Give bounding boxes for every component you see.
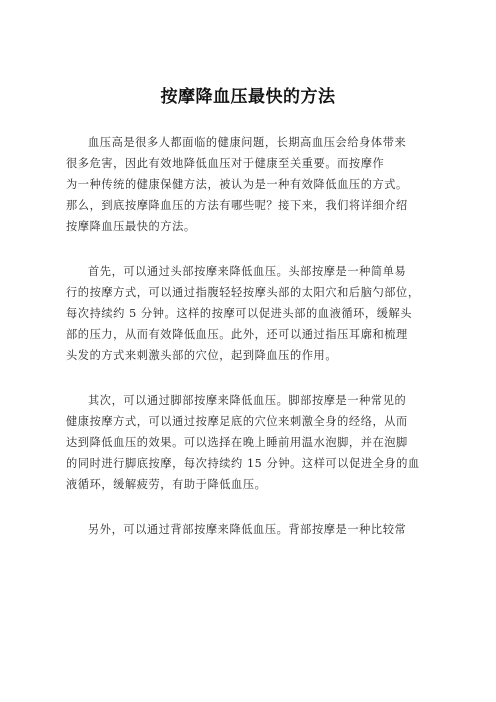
paragraph-line: 的同时进行脚底按摩，每次持续约 15 分钟。这样可以促进全身的血 [66,457,420,470]
document-title: 按摩降血压最快的方法 [160,87,336,107]
paragraph-line: 很多危害，因此有效地降低血压对于健康至关重要。而按摩作 [66,157,385,170]
paragraph-line: 血压高是很多人都面临的健康问题，长期高血压会给身体带来 [88,136,407,149]
paragraph-line: 按摩降血压最快的方法。 [66,220,196,233]
paragraph-line: 每次持续约 5 分钟。这样的按摩可以促进头部的血液循环，缓解头 [66,307,413,320]
paragraph-line: 头发的方式来刺激头部的穴位，起到降血压的作用。 [66,349,338,362]
paragraph-line: 首先，可以通过头部按摩来降低血压。头部按摩是一种简单易 [88,265,407,278]
paragraph-line: 液循环，缓解疲劳，有助于降低血压。 [66,478,267,491]
paragraph-line: 为一种传统的健康保健方法，被认为是一种有效降低血压的方式。 [66,178,408,191]
paragraph-line: 另外，可以通过背部按摩来降低血压。背部按摩是一种比较常 [88,523,407,536]
paragraph-line: 部的压力，从而有效降低血压。此外，还可以通过指压耳廓和梳理 [66,328,408,341]
paragraph-line: 达到降低血压的效果。可以选择在晚上睡前用温水泡脚，并在泡脚 [66,436,408,449]
paragraph-line: 健康按摩方式，可以通过按摩足底的穴位来刺激全身的经络，从而 [66,415,408,428]
paragraph-line: 行的按摩方式，可以通过指腹轻轻按摩头部的太阳穴和后脑勺部位， [66,286,420,299]
paragraph-line: 其次，可以通过脚部按摩来降低血压。脚部按摩是一种常见的 [88,394,407,407]
paragraph-line: 那么，到底按摩降血压的方法有哪些呢？接下来，我们将详细介绍 [66,199,408,212]
